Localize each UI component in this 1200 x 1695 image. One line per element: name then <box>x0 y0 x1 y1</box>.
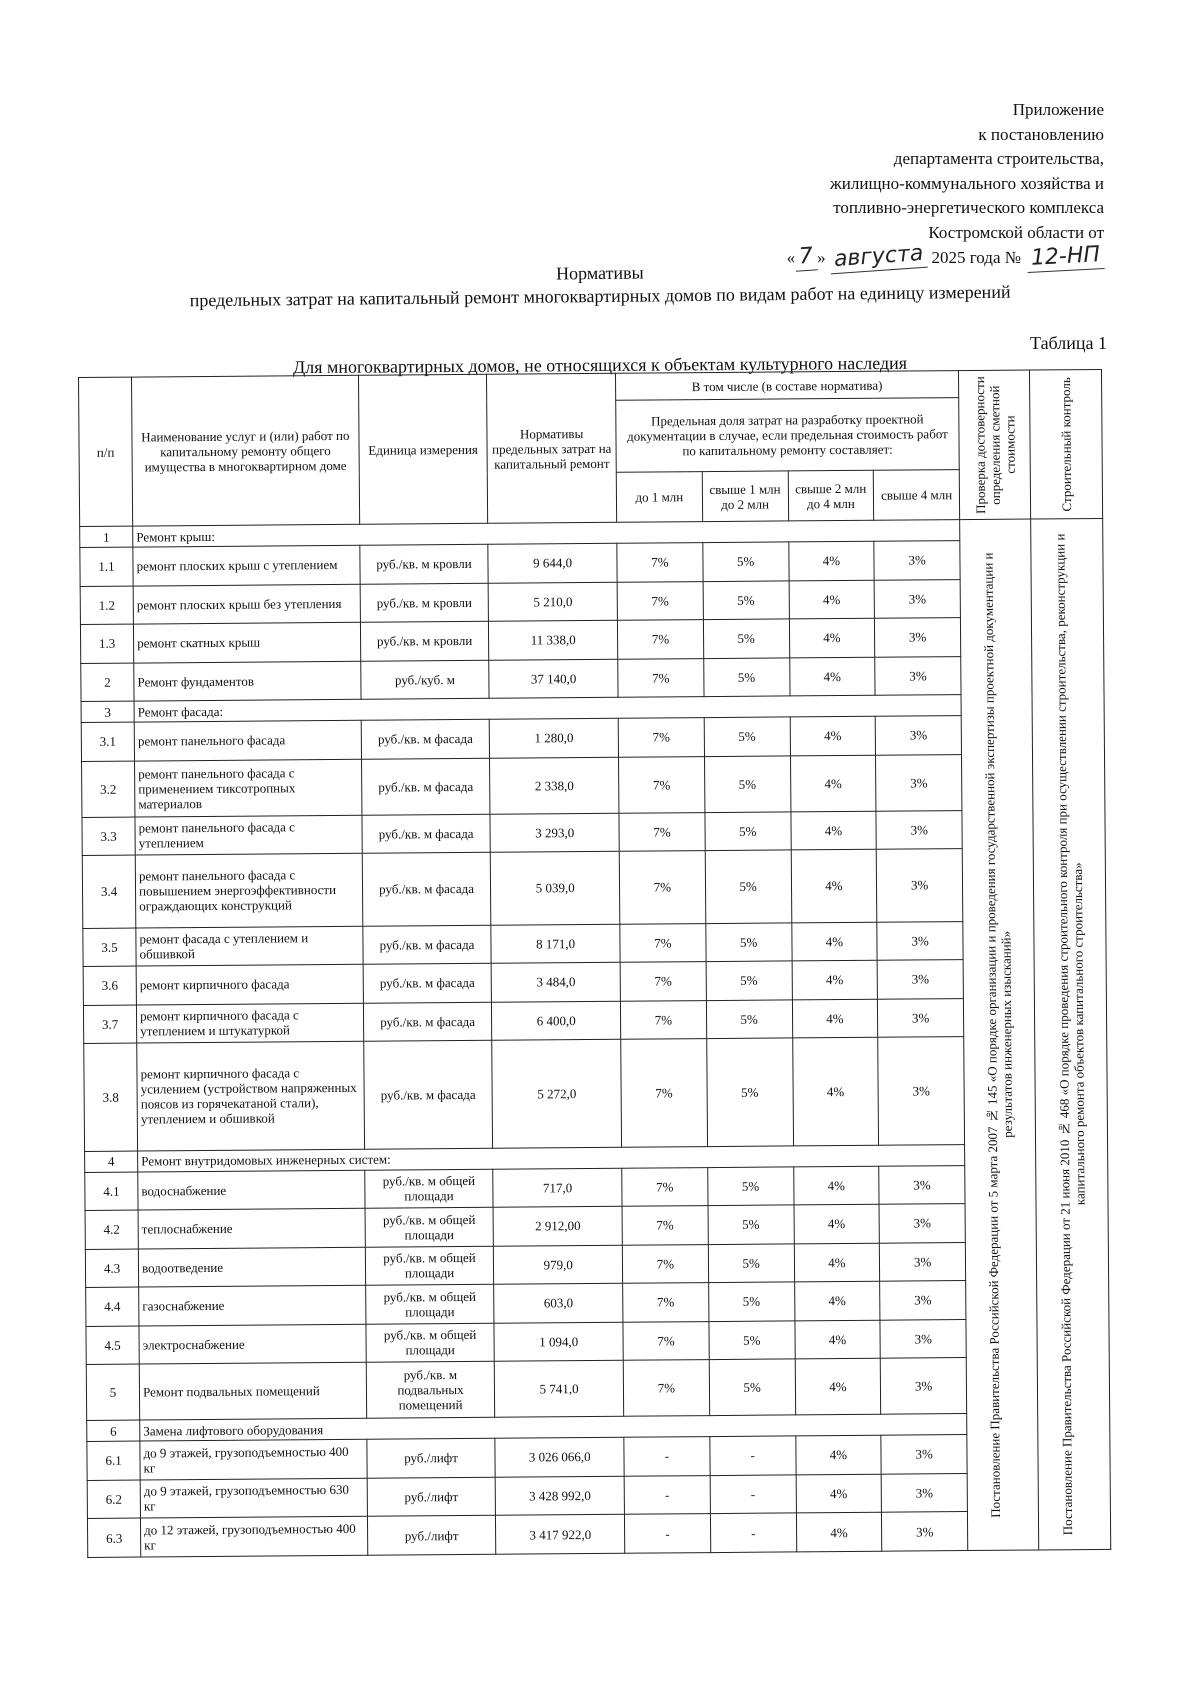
header-num: п/п <box>79 377 133 526</box>
row-number: 1 <box>80 526 133 547</box>
appendix-block <box>584 98 1104 271</box>
norms-table <box>78 369 1111 1558</box>
header-check <box>958 370 1031 520</box>
appendix-line: к постановлению <box>978 124 1104 144</box>
share-2m-4m: 4% <box>791 849 877 922</box>
share-2m-4m: 4% <box>789 580 875 619</box>
row-number: 6.3 <box>87 1518 140 1557</box>
norm-value: 1 280,0 <box>490 718 619 758</box>
header-p3: свыше 2 млн до 4 млн <box>788 471 874 521</box>
table-number: Таблица 1 <box>1030 333 1107 353</box>
share-2m-4m: 4% <box>789 618 875 657</box>
side-check-text: Постановление Правительства Российской Федерации от 5 марта 2007 № 145 «О порядке организации и проведения государственной экспертизы проектной документации и результатов инженерных изысканий» <box>980 552 1016 1518</box>
share-1m-2m: 5% <box>705 812 791 851</box>
share-over-4m: 3% <box>880 1319 966 1358</box>
work-name: ремонт кирпичного фасада <box>136 964 363 1004</box>
work-name: водоснабжение <box>138 1170 365 1210</box>
share-over-4m: 3% <box>875 618 961 657</box>
share-2m-4m: 4% <box>788 541 874 580</box>
table-row <box>84 1036 1108 1151</box>
unit-cell: руб./кв. м общей площади <box>365 1207 494 1247</box>
share-up-to-1m: 7% <box>622 1244 708 1283</box>
share-1m-2m: 5% <box>703 542 789 581</box>
norm-value: 11 338,0 <box>489 620 618 660</box>
share-up-to-1m: 7% <box>620 923 706 962</box>
share-up-to-1m: 7% <box>617 543 703 582</box>
share-2m-4m: 4% <box>795 1358 881 1415</box>
header-control-text: Строительный контроль <box>1058 377 1075 512</box>
norm-value: 2 912,00 <box>493 1206 622 1246</box>
share-1m-2m: 5% <box>708 1282 794 1321</box>
unit-cell: руб./кв. м фасада <box>363 963 492 1003</box>
share-over-4m: 3% <box>874 579 960 618</box>
share-up-to-1m: - <box>624 1437 710 1476</box>
table-row <box>82 753 1105 817</box>
share-1m-2m: 5% <box>704 756 790 813</box>
share-1m-2m: 5% <box>705 850 791 923</box>
quote-open: « <box>786 248 796 267</box>
row-number: 4.3 <box>85 1249 138 1288</box>
share-1m-2m: 5% <box>708 1243 794 1282</box>
share-1m-2m: 5% <box>707 1166 793 1205</box>
work-name: ремонт панельного фасада с применением тиксотропных материалов <box>135 759 362 817</box>
share-up-to-1m: 7% <box>622 1167 708 1206</box>
norm-value: 37 140,0 <box>489 659 618 699</box>
norm-value: 3 026 066,0 <box>495 1437 624 1477</box>
row-number: 3.3 <box>82 817 135 856</box>
share-2m-4m: 4% <box>794 1281 880 1320</box>
share-over-4m: 3% <box>874 541 960 580</box>
unit-cell: руб./кв. м общей площади <box>365 1284 494 1324</box>
share-over-4m: 3% <box>878 998 964 1037</box>
handwritten-doc-number: 12-НП <box>1026 243 1104 272</box>
row-number: 6.2 <box>87 1480 140 1519</box>
unit-cell: руб./кв. м общей площади <box>365 1246 494 1286</box>
share-over-4m: 3% <box>877 921 963 960</box>
share-over-4m: 3% <box>879 1204 965 1243</box>
work-name: ремонт панельного фасада с повышением энергоэффективности ограждающих конструкций <box>135 853 362 927</box>
unit-cell: руб./кв. м фасада <box>363 1002 492 1042</box>
share-over-4m: 3% <box>878 1037 965 1145</box>
share-2m-4m: 4% <box>794 1243 880 1282</box>
row-number: 4.4 <box>86 1287 139 1326</box>
row-number: 3.4 <box>82 855 136 928</box>
share-2m-4m: 4% <box>796 1512 882 1552</box>
share-over-4m: 3% <box>879 1165 965 1204</box>
unit-cell: руб./кв. м кровли <box>360 544 489 584</box>
share-2m-4m: 4% <box>795 1435 881 1474</box>
unit-cell: руб./кв. м фасада <box>362 852 491 925</box>
table-row <box>87 1511 1110 1558</box>
share-over-4m: 3% <box>875 716 961 755</box>
row-number: 3.7 <box>83 1005 136 1044</box>
unit-cell: руб./лифт <box>367 1438 496 1478</box>
share-over-4m: 3% <box>876 810 962 849</box>
unit-cell: руб./кв. м общей площади <box>364 1169 493 1209</box>
share-1m-2m: - <box>710 1436 796 1475</box>
work-name: электроснабжение <box>139 1324 366 1364</box>
header-name: Наименование услуг и (или) работ по капитальному ремонту общего имущества в многоквартирном доме <box>132 375 360 526</box>
appendix-line: Костромской области от <box>928 222 1104 242</box>
share-up-to-1m: - <box>624 1475 710 1514</box>
share-1m-2m: 5% <box>703 657 789 696</box>
share-2m-4m: 4% <box>796 1474 882 1513</box>
work-name: ремонт панельного фасада <box>134 720 361 760</box>
row-number: 3.8 <box>84 1043 138 1151</box>
share-1m-2m: 5% <box>706 999 792 1038</box>
norm-value: 3 484,0 <box>491 962 620 1002</box>
share-2m-4m: 4% <box>790 755 876 812</box>
share-up-to-1m: 7% <box>619 812 705 851</box>
row-number: 2 <box>81 663 134 702</box>
share-over-4m: 3% <box>881 1473 967 1512</box>
share-2m-4m: 4% <box>794 1204 880 1243</box>
unit-cell: руб./кв. м общей площади <box>366 1323 495 1363</box>
unit-cell: руб./кв. м фасада <box>361 758 490 815</box>
table-row <box>86 1357 1109 1421</box>
norm-value: 9 644,0 <box>488 543 617 583</box>
share-1m-2m: 5% <box>703 580 789 619</box>
share-2m-4m: 4% <box>794 1320 880 1359</box>
share-2m-4m: 4% <box>792 999 878 1038</box>
norm-value: 1 094,0 <box>494 1322 623 1362</box>
share-up-to-1m: 7% <box>620 1000 706 1039</box>
norm-value: 3 417 922,0 <box>496 1514 625 1554</box>
share-2m-4m: 4% <box>791 922 877 961</box>
date-year-text: 2025 года № <box>931 248 1021 267</box>
share-up-to-1m: 7% <box>623 1321 709 1360</box>
share-2m-4m: 4% <box>790 811 876 850</box>
handwritten-month: августа <box>829 242 928 274</box>
share-1m-2m: 5% <box>706 1038 793 1146</box>
title-line: Нормативы <box>555 262 644 284</box>
title-line: предельных затрат на капитальный ремонт многоквартирных домов по видам работ на единицу измерений <box>189 281 1011 311</box>
unit-cell: руб./кв. м кровли <box>360 583 489 623</box>
share-1m-2m: 5% <box>709 1359 795 1416</box>
unit-cell: руб./лифт <box>367 1515 496 1555</box>
work-name: газоснабжение <box>139 1285 366 1325</box>
norms-table-wrapper <box>78 369 1111 1558</box>
document-title <box>160 257 1040 312</box>
row-number: 3.6 <box>83 966 136 1005</box>
share-2m-4m: 4% <box>792 1037 879 1145</box>
share-up-to-1m: - <box>624 1514 710 1554</box>
header-control <box>1030 369 1103 519</box>
row-number: 1.3 <box>80 624 133 663</box>
share-2m-4m: 4% <box>793 1166 879 1205</box>
share-over-4m: 3% <box>876 849 962 922</box>
share-over-4m: 3% <box>880 1281 966 1320</box>
share-up-to-1m: 7% <box>617 581 703 620</box>
work-name: до 9 этажей, грузоподъемностью 400 кг <box>140 1439 367 1479</box>
share-up-to-1m: 7% <box>623 1360 709 1417</box>
row-number: 5 <box>86 1364 140 1420</box>
share-up-to-1m: 7% <box>619 756 705 813</box>
work-name: до 9 этажей, грузоподъемностью 630 кг <box>140 1478 367 1518</box>
norm-value: 6 400,0 <box>492 1001 621 1041</box>
group-title: Ремонт внутридомовых инженерных систем: <box>138 1144 965 1172</box>
share-2m-4m: 4% <box>792 960 878 999</box>
norm-value: 5 039,0 <box>491 851 620 924</box>
header-p2: свыше 1 млн до 2 млн <box>702 471 788 521</box>
row-number: 4 <box>85 1151 138 1172</box>
work-name: теплоснабжение <box>138 1208 365 1248</box>
share-over-4m: 3% <box>880 1242 966 1281</box>
unit-cell: руб./кв. м кровли <box>360 621 489 661</box>
work-name: ремонт плоских крыш без утепления <box>133 584 360 624</box>
share-up-to-1m: 7% <box>620 962 706 1001</box>
share-up-to-1m: 7% <box>618 718 704 757</box>
share-1m-2m: 5% <box>706 922 792 961</box>
group-title: Ремонт фасада: <box>134 695 961 723</box>
row-number: 4.1 <box>85 1172 138 1211</box>
share-2m-4m: 4% <box>790 716 876 755</box>
norm-value: 717,0 <box>493 1168 622 1208</box>
share-over-4m: 3% <box>880 1358 966 1415</box>
row-number: 4.5 <box>86 1326 139 1365</box>
share-over-4m: 3% <box>875 656 961 695</box>
share-1m-2m: 5% <box>708 1205 794 1244</box>
table-body <box>80 518 1111 1557</box>
share-over-4m: 3% <box>877 960 963 999</box>
share-2m-4m: 4% <box>789 657 875 696</box>
header-included: В том числе (в составе норматива) <box>615 371 958 401</box>
header-p1: до 1 млн <box>616 472 702 522</box>
work-name: водоотведение <box>138 1247 365 1287</box>
work-name: ремонт плоских крыш с утеплением <box>133 545 360 585</box>
share-up-to-1m: 7% <box>618 658 704 697</box>
row-number: 1.2 <box>80 586 133 625</box>
work-name: ремонт кирпичного фасада с утеплением и штукатуркой <box>137 1003 364 1043</box>
unit-cell: руб./кв. м фасада <box>363 1040 492 1148</box>
share-1m-2m: 5% <box>709 1320 795 1359</box>
share-over-4m: 3% <box>876 754 962 811</box>
header-unit: Единица измерения <box>358 374 488 524</box>
row-number: 4.2 <box>85 1210 138 1249</box>
work-name: ремонт скатных крыш <box>134 622 361 662</box>
share-up-to-1m: 7% <box>621 1039 708 1147</box>
norm-value: 5 272,0 <box>492 1039 621 1147</box>
appendix-line: топливно-энергетического комплекса <box>833 198 1104 217</box>
norm-value: 3 293,0 <box>490 813 619 853</box>
table-caption: Для многоквартирных домов, не относящихся к объектам культурного наследия <box>292 352 908 378</box>
share-over-4m: 3% <box>882 1512 968 1552</box>
side-control-text: Постановление Правительства Российской Федерации от 21 июня 2010 № 468 «О порядке проведения строительного контроля при осуществлении строительства, реконструкции и капитального ремонта объектов капитального строительства» <box>1051 533 1088 1536</box>
group-title: Замена лифтового оборудования <box>140 1414 967 1442</box>
work-name: ремонт фасада с утеплением и обшивкой <box>136 926 363 966</box>
side-check <box>960 519 1040 1551</box>
header-norm: Нормативы предельных затрат на капитальный ремонт <box>487 373 617 523</box>
row-number: 3.2 <box>82 761 136 817</box>
work-name: до 12 этажей, грузоподъемностью 400 кг <box>141 1516 368 1557</box>
appendix-line: жилищно-коммунального хозяйства и <box>830 173 1104 193</box>
header-check-text: Проверка достоверности определения сметной стоимости <box>971 376 1018 514</box>
row-number: 1.1 <box>80 547 133 586</box>
group-title: Ремонт крыш: <box>133 520 960 548</box>
row-number: 6 <box>87 1420 140 1441</box>
appendix-line: Приложение <box>1012 100 1104 119</box>
table-row <box>82 848 1106 928</box>
unit-cell: руб./куб. м <box>360 660 489 700</box>
header-share: Предельная доля затрат на разработку проектной документации в случае, если предельная стоимость работ по капитальному ремонту составляет: <box>616 398 960 473</box>
share-up-to-1m: 7% <box>622 1206 708 1245</box>
norm-value: 5 210,0 <box>488 582 617 622</box>
share-1m-2m: - <box>710 1475 796 1514</box>
row-number: 3 <box>81 701 134 722</box>
work-name: ремонт кирпичного фасада с усилением (устройством напряженных поясов из горячекатаной стали), утеплением и обшивкой <box>137 1041 364 1150</box>
share-1m-2m: - <box>710 1513 796 1553</box>
unit-cell: руб./кв. м подвальных помещений <box>366 1361 495 1418</box>
handwritten-day: 7 <box>794 244 818 271</box>
share-up-to-1m: 7% <box>617 620 703 659</box>
unit-cell: руб./кв. м фасада <box>363 925 492 965</box>
quote-close: » <box>817 248 826 267</box>
row-number: 3.1 <box>81 722 134 761</box>
side-control <box>1031 518 1111 1550</box>
norm-value: 3 428 992,0 <box>496 1476 625 1516</box>
share-1m-2m: 5% <box>703 619 789 658</box>
row-number: 6.1 <box>87 1441 140 1480</box>
appendix-line: департамента строительства, <box>893 149 1104 168</box>
unit-cell: руб./лифт <box>367 1477 496 1517</box>
share-1m-2m: 5% <box>706 961 792 1000</box>
header-p4: свыше 4 млн <box>874 470 960 520</box>
norm-value: 8 171,0 <box>491 924 620 964</box>
norm-value: 603,0 <box>494 1283 623 1323</box>
unit-cell: руб./кв. м фасада <box>361 719 490 759</box>
unit-cell: руб./кв. м фасада <box>362 814 491 854</box>
work-name: Ремонт подвальных помещений <box>139 1362 366 1420</box>
norm-value: 5 741,0 <box>495 1360 624 1417</box>
share-over-4m: 3% <box>881 1435 967 1474</box>
work-name: Ремонт фундаментов <box>134 661 361 701</box>
share-up-to-1m: 7% <box>619 851 705 924</box>
norm-value: 2 338,0 <box>490 757 619 814</box>
work-name: ремонт панельного фасада с утеплением <box>135 815 362 855</box>
norm-value: 979,0 <box>494 1245 623 1285</box>
row-number: 3.5 <box>83 928 136 967</box>
share-up-to-1m: 7% <box>623 1283 709 1322</box>
share-1m-2m: 5% <box>704 717 790 756</box>
